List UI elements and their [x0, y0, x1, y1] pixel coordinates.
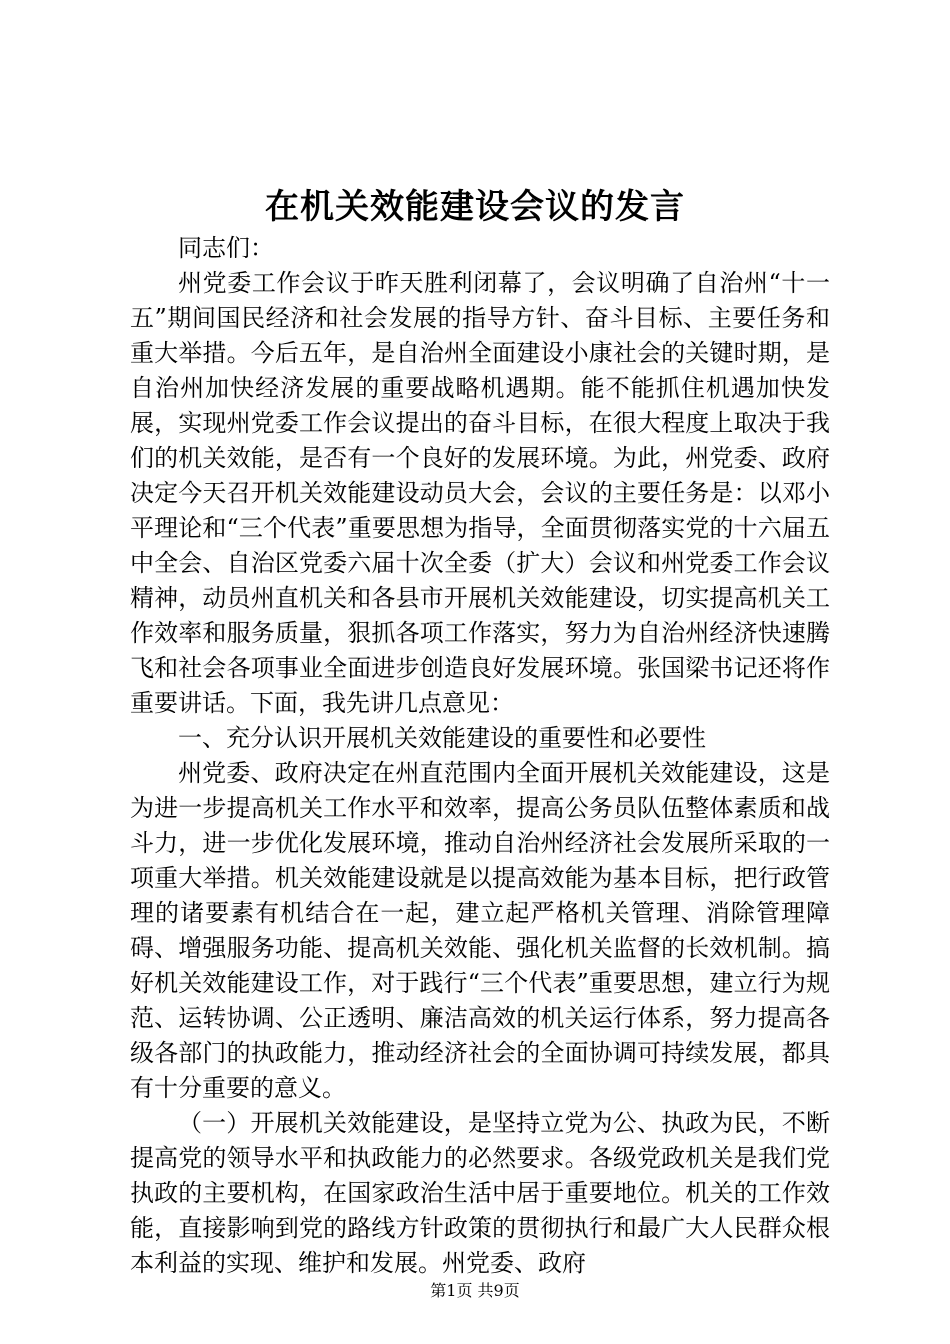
page-footer: 第1页 共9页	[430, 1281, 520, 1300]
section-heading: 一、充分认识开展机关效能建设的重要性和必要性	[178, 724, 706, 752]
document-body	[130, 231, 830, 1281]
paragraph-greeting: 同志们：	[178, 234, 274, 262]
paragraph: 州党委工作会议于昨天胜利闭幕了，会议明确了自治州“十一五”期间国民经济和社会发展的指导方针、奋斗目标、主要任务和重大举措。今后五年，是自治州全面建设小康社会的关键时期，是自治州加快经济发展的重要战略机遇期。能不能抓住机遇加快发展，实现州党委工作会议提出的奋斗目标，在很大程度上取决于我们的机关效能，是否有一个良好的发展环境。为此，州党委、政府决定今天召开机关效能建设动员大会，会议的主要任务是：以邓小平理论和“三个代表”重要思想为指导，全面贯彻落实党的十六届五中全会、自治区党委六届十次全委（扩大）会议和州党委工作会议精神，动员州直机关和各县市开展机关效能建设，切实提高机关工作效率和服务质量，狠抓各项工作落实，努力为自治州经济快速腾飞和社会各项事业全面进步创造良好发展环境。张国梁书记还将作重要讲话。下面，我先讲几点意见：	[130, 269, 830, 717]
paragraph: （一）开展机关效能建设，是坚持立党为公、执政为民，不断提高党的领导水平和执政能力的必然要求。各级党政机关是我们党执政的主要机构，在国家政治生活中居于重要地位。机关的工作效能，直接影响到党的路线方针政策的贯彻执行和最广大人民群众根本利益的实现、维护和发展。州党委、政府	[130, 1109, 830, 1277]
document-title: 在机关效能建设会议的发言	[265, 187, 685, 227]
paragraph: 州党委、政府决定在州直范围内全面开展机关效能建设，这是为进一步提高机关工作水平和效率，提高公务员队伍整体素质和战斗力，进一步优化发展环境，推动自治州经济社会发展所采取的一项重大举措。机关效能建设就是以提高效能为基本目标，把行政管理的诸要素有机结合在一起，建立起严格机关管理、消除管理障碍、增强服务功能、提高机关效能、强化机关监督的长效机制。搞好机关效能建设工作，对于践行“三个代表”重要思想，建立行为规范、运转协调、公正透明、廉洁高效的机关运行体系，努力提高各级各部门的执政能力，推动经济社会的全面协调可持续发展，都具有十分重要的意义。	[130, 759, 830, 1102]
